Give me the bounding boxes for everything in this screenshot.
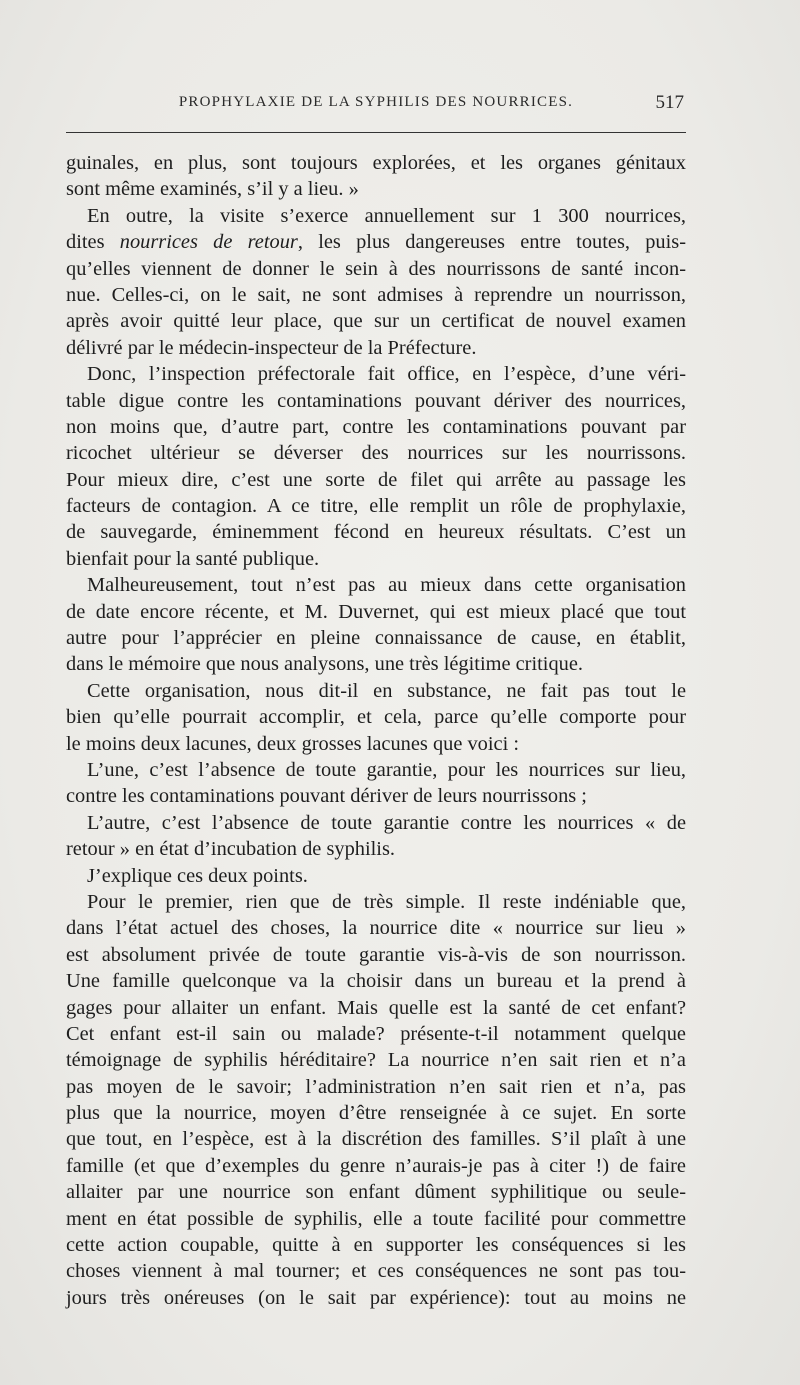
text-line: guinales, en plus, sont toujours explorées, et les organes génitaux <box>66 152 686 174</box>
text-line: En outre, la visite s’exerce annuellement sur 1 300 nourrices, <box>87 204 686 227</box>
text-line: Une famille quelconque va la choisir dans un bureau et la prend à <box>66 970 686 993</box>
text-line: délivré par le médecin-inspecteur de la Préfecture. <box>66 336 477 359</box>
text-line: de sauvegarde, éminemment fécond en heureux résultats. C’est un <box>66 521 686 544</box>
text-line: de date encore récente, et M. Duvernet, qui est mieux placé que tout <box>66 600 686 623</box>
text-segment: , les plus dangereuses entre toutes, puis- <box>297 231 686 254</box>
text-line: bienfait pour la santé publique. <box>66 547 320 570</box>
text-line: après avoir quitté leur place, que sur un certificat de nouvel examen <box>66 310 686 333</box>
text-line: retour » en état d’incubation de syphilis. <box>66 838 395 861</box>
text-line: cette action coupable, quitte à en supporter les conséquences si les <box>66 1234 686 1257</box>
text-line: L’autre, c’est l’absence de toute garantie contre les nourrices « de <box>87 811 686 834</box>
text-line: non moins que, d’autre part, contre les contaminations pouvant par <box>66 415 686 438</box>
text-line: L’une, c’est l’absence de toute garantie, pour les nourrices sur lieu, <box>87 758 686 781</box>
text-line: qu’elles viennent de donner le sein à des nourrissons de santé incon- <box>66 257 686 280</box>
italic-term: nourrices de retour <box>119 231 298 254</box>
text-line: Pour mieux dire, c’est une sorte de filet qui arrête au passage les <box>66 468 686 491</box>
text-line: Cette organisation, nous dit-il en substance, ne fait pas tout le <box>87 679 686 702</box>
body-text <box>66 150 686 1311</box>
header-rule <box>66 132 686 133</box>
text-line: J’explique ces deux points. <box>87 864 308 887</box>
running-title: PROPHYLAXIE DE LA SYPHILIS DES NOURRICES. <box>178 94 574 110</box>
text-line: autre pour l’apprécier en pleine connaissance de cause, en établit, <box>66 627 686 650</box>
text-line: nue. Celles-ci, on le sait, ne sont admises à reprendre un nourrisson, <box>66 283 686 306</box>
text-line: choses viennent à mal tourner; et ces conséquences ne sont pas tou- <box>66 1260 686 1283</box>
text-line: est absolument privée de toute garantie vis-à-vis de son nourrisson. <box>66 943 686 966</box>
text-line: dans le mémoire que nous analysons, une très légitime critique. <box>66 653 583 676</box>
text-line: dans l’état actuel des choses, la nourrice dite « nourrice sur lieu » <box>66 917 686 940</box>
text-line: Pour le premier, rien que de très simple. Il reste indéniable que, <box>87 890 686 913</box>
text-line: ricochet ultérieur se déverser des nourrices sur les nourrissons. <box>66 442 686 465</box>
text-line: table digue contre les contaminations pouvant dériver des nourrices, <box>66 389 686 412</box>
text-line: pas moyen de le savoir; l’administration n’en sait rien et n’a, pas <box>66 1075 686 1098</box>
text-line: que tout, en l’espèce, est à la discrétion des familles. S’il plaît à une <box>66 1128 686 1151</box>
running-head <box>68 94 684 116</box>
text-line: contre les contaminations pouvant dériver de leurs nourrissons ; <box>66 785 587 808</box>
text-line: Malheureusement, tout n’est pas au mieux dans cette organisation <box>87 574 686 597</box>
page-number: 517 <box>655 92 684 113</box>
text-line: sont même examinés, s’il y a lieu. » <box>66 178 359 201</box>
text-line: ment en état possible de syphilis, elle a toute facilité pour commettre <box>66 1207 686 1230</box>
text-line: allaiter par une nourrice son enfant dûment syphilitique ou seule- <box>66 1181 686 1204</box>
text-line: famille (et que d’exemples du genre n’aurais-je pas à citer !) de faire <box>66 1154 686 1177</box>
text-line: Cet enfant est-il sain ou malade? présente-t-il notamment quelque <box>66 1022 686 1045</box>
text-line: Donc, l’inspection préfectorale fait office, en l’espèce, d’une véri- <box>87 363 686 386</box>
text-segment: dites <box>66 231 120 254</box>
text-line <box>66 229 686 255</box>
text-line: plus que la nourrice, moyen d’être renseignée à ce sujet. En sorte <box>66 1102 686 1125</box>
text-line: le moins deux lacunes, deux grosses lacunes que voici : <box>66 732 520 755</box>
text-line: bien qu’elle pourrait accomplir, et cela, parce qu’elle comporte pour <box>66 706 686 729</box>
text-line: facteurs de contagion. A ce titre, elle remplit un rôle de prophylaxie, <box>66 495 686 518</box>
text-line: gages pour allaiter un enfant. Mais quelle est la santé de cet enfant? <box>66 996 686 1019</box>
text-line: témoignage de syphilis héréditaire? La nourrice n’en sait rien et n’a <box>66 1049 686 1072</box>
text-line: jours très onéreuses (on le sait par expérience): tout au moins ne <box>66 1286 686 1309</box>
